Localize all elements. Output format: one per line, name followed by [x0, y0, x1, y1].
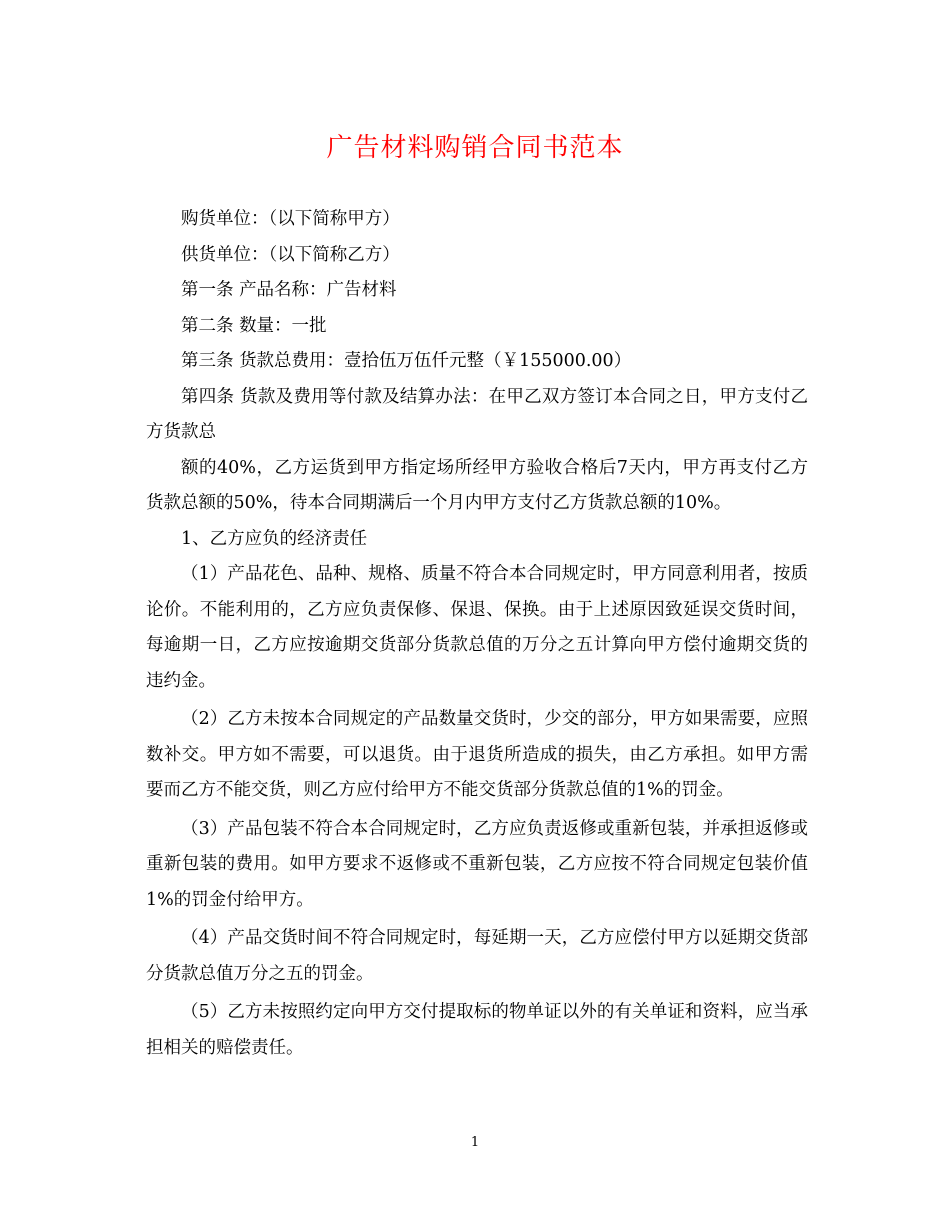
document-title: 广告材料购销合同书范本	[326, 133, 624, 163]
liability-item-3: （3）产品包装不符合本合同规定时，乙方应负责返修或重新包装，并承担返修或重新包装的费用。如甲方要求不返修或不重新包装，乙方应按不符合同规定包装价值1%的罚金付给甲方。	[146, 818, 808, 910]
payment-schedule-paragraph: 额的40%，乙方运货到甲方指定场所经甲方验收合格后7天内，甲方再支付乙方货款总额的50%，待本合同期满后一个月内甲方支付乙方货款总额的10%。	[146, 457, 808, 513]
liability-item-2: （2）乙方未按本合同规定的产品数量交货时，少交的部分，甲方如果需要，应照数补交。甲方如不需要，可以退货。由于退货所造成的损失，由乙方承担。如甲方需要而乙方不能交货，则乙方应付给甲方不能交货部分货款总值的1%的罚金。	[146, 709, 808, 800]
article-3-total-payment: 第三条 货款总费用：壹拾伍万伍仟元整（￥155000.00）	[181, 351, 632, 371]
article-2-quantity: 第二条 数量：一批	[181, 315, 327, 336]
liability-item-1: （1）产品花色、品种、规格、质量不符合本合同规定时，甲方同意利用者，按质论价。不能利用的，乙方应负责保修、保退、保换。由于上述原因致延误交货时间，每逾期一日，乙方应按逾期交货部分货款总值的万分之五计算向甲方偿付逾期交货的违约金。	[146, 564, 808, 691]
article-4-payment-method: 第四条 货款及费用等付款及结算办法：在甲乙双方签订本合同之日，甲方支付乙方货款总	[146, 386, 808, 442]
buyer-line: 购货单位：（以下简称甲方）	[181, 209, 400, 229]
seller-liability-heading: 1、乙方应负的经济责任	[181, 528, 368, 549]
article-1-product-name: 第一条 产品名称：广告材料	[181, 280, 397, 300]
liability-item-5: （5）乙方未按照约定向甲方交付提取标的物单证以外的有关单证和资料，应当承担相关的赔偿责任。	[146, 1002, 808, 1058]
seller-line: 供货单位：（以下简称乙方）	[181, 244, 400, 265]
liability-item-4: （4）产品交货时间不符合同规定时，每延期一天，乙方应偿付甲方以延期交货部分货款总值万分之五的罚金。	[146, 928, 808, 984]
page-number: 1	[470, 1135, 480, 1150]
document-body	[146, 202, 808, 1066]
